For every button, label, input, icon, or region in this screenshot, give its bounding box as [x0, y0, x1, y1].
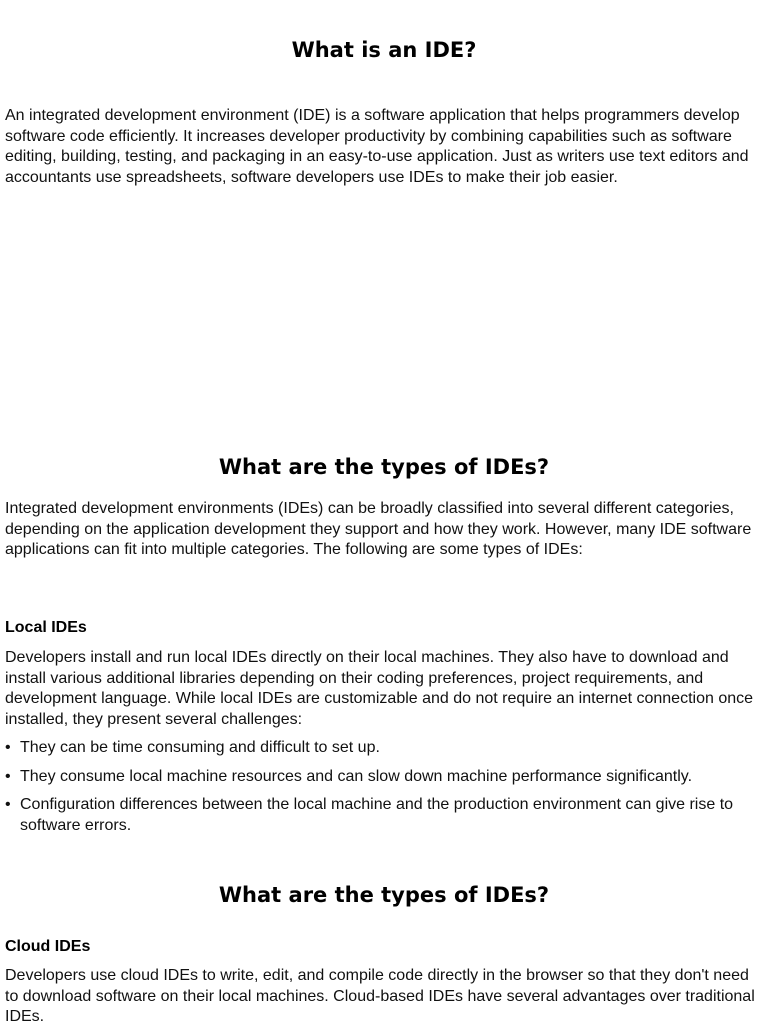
- list-item-text: They consume local machine resources and can slow down machine performance significantly.: [20, 767, 693, 785]
- section-title-what-is-ide: What is an IDE?: [291, 38, 477, 62]
- bullet-icon: •: [5, 739, 11, 756]
- section-title-types-of-ides: What are the types of IDEs?: [218, 455, 550, 479]
- list-item: [5, 795, 763, 836]
- ide-definition-paragraph: An integrated development environment (IDE) is a software application that helps programmers develop software code efficiently. It increases developer productivity by combining capabilities such as software editing, building, testing, and packaging in an easy-to-use application. Just as writers use text editors and accountants use spreadsheets, software developers use IDEs to make their job easier.: [5, 107, 749, 187]
- local-ides-challenges-list: [5, 738, 763, 845]
- list-item-text: Configuration differences between the local machine and the production environment can give rise to software errors.: [20, 796, 734, 835]
- bullet-icon: •: [5, 767, 11, 785]
- list-item: [5, 767, 763, 788]
- bullet-icon: •: [5, 796, 11, 814]
- local-ides-heading: Local IDEs: [5, 619, 87, 636]
- types-intro-paragraph: Integrated development environments (IDEs) can be broadly classified into several different categories, depending on the application development they support and how they work. However, many IDE software applications can fit into multiple categories. The following are some types of IDEs:: [5, 500, 752, 559]
- list-item: [5, 738, 763, 759]
- local-ides-paragraph: Developers install and run local IDEs directly on their local machines. They also have to download and install various additional libraries depending on their coding preferences, project requirements, and development language. While local IDEs are customizable and do not require an internet connection once installed, they present several challenges:: [5, 649, 754, 729]
- section-title-types-of-ides-2: What are the types of IDEs?: [218, 883, 550, 907]
- list-item-text: They can be time consuming and difficult to set up.: [20, 739, 380, 756]
- cloud-ides-heading: Cloud IDEs: [5, 938, 91, 955]
- cloud-ides-paragraph: Developers use cloud IDEs to write, edit, and compile code directly in the browser so that they don't need to download software on their local machines. Cloud-based IDEs have several advantages over traditional IDEs.: [5, 967, 755, 1024]
